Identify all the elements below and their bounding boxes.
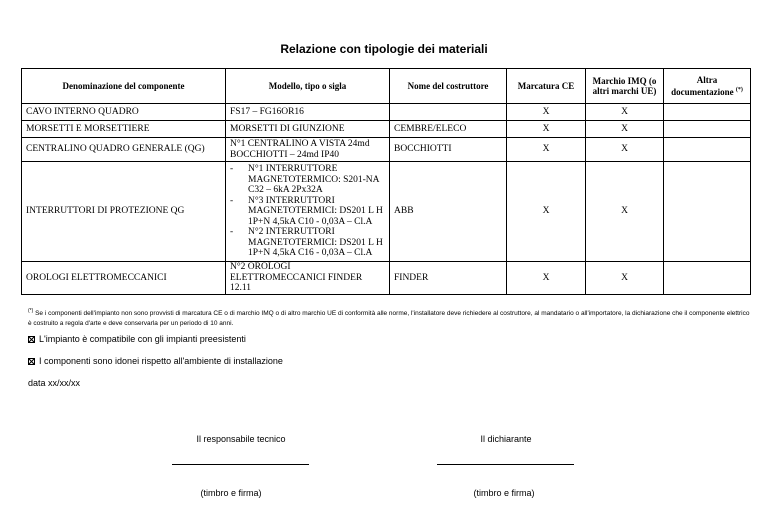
- table-row: [22, 162, 751, 262]
- header-altra: [664, 69, 751, 104]
- materials-table: [21, 68, 751, 295]
- cell-altra: [664, 138, 751, 162]
- cell-costruttore: [390, 104, 507, 121]
- cell-modello: N°1 CENTRALINO A VISTA 24md BOCCHIOTTI – 24md IP40: [226, 138, 390, 162]
- table-row: [22, 138, 751, 162]
- date-field: data xx/xx/xx: [28, 378, 81, 388]
- cell-costruttore: ABB: [390, 162, 507, 262]
- check-label: L'impianto è compatibile con gli impianti preesistenti: [39, 334, 246, 344]
- header-imq: Marchio IMQ (o altri marchi UE): [586, 69, 664, 104]
- left-stamp-label: (timbro e firma): [200, 488, 262, 498]
- cell-modello: [226, 162, 390, 262]
- cell-componente: CENTRALINO QUADRO GENERALE (QG): [22, 138, 226, 162]
- cell-altra: [664, 262, 751, 295]
- footnote: [28, 307, 750, 328]
- cell-altra: [664, 121, 751, 138]
- check-idonei: [28, 356, 283, 366]
- right-stamp-label: (timbro e firma): [473, 488, 535, 498]
- cell-componente: MORSETTI E MORSETTIERE: [22, 121, 226, 138]
- header-costruttore: Nome del costruttore: [390, 69, 507, 104]
- header-altra-label: Altra documentazione: [671, 74, 734, 97]
- table-row: [22, 104, 751, 121]
- right-signature-line: [437, 464, 574, 465]
- cell-costruttore: FINDER: [390, 262, 507, 295]
- header-altra-mark: (*): [735, 87, 743, 93]
- list-item: - N°3 INTERRUTTORI MAGNETOTERMICI: DS201 L H 1P+N 4,5kA C10 - 0,03A – Cl.A: [230, 196, 385, 228]
- cell-ce: X: [507, 104, 586, 121]
- footnote-text: Se i componenti dell'impianto non sono provvisti di marcatura CE o di marchio IMQ o di altro marchio UE di conformità alle norme, l'installatore deve richiedere al costruttore, al mandatario o all'importatore, la dichiarazione che il componente elettrico è costruito a regola d'arte e deve conservarla per un periodo di 10 anni.: [28, 310, 750, 327]
- modello-list: [230, 164, 385, 259]
- left-signature-label: Il responsabile tecnico: [196, 434, 286, 444]
- footnote-mark: (*): [28, 308, 34, 314]
- table-row: [22, 121, 751, 138]
- header-modello: Modello, tipo o sigla: [226, 69, 390, 104]
- cell-altra: [664, 104, 751, 121]
- page-title: Relazione con tipologie dei materiali: [280, 42, 488, 56]
- header-componente: Denominazione del componente: [22, 69, 226, 104]
- checked-box-icon: [28, 336, 35, 343]
- table-header-row: [22, 69, 751, 104]
- cell-imq: X: [586, 138, 664, 162]
- cell-imq: X: [586, 262, 664, 295]
- check-compatibile: [28, 334, 246, 344]
- cell-imq: X: [586, 121, 664, 138]
- check-label: I componenti sono idonei rispetto all'ambiente di installazione: [39, 356, 283, 366]
- cell-ce: X: [507, 162, 586, 262]
- cell-componente: CAVO INTERNO QUADRO: [22, 104, 226, 121]
- header-ce: Marcatura CE: [507, 69, 586, 104]
- cell-costruttore: CEMBRE/ELECO: [390, 121, 507, 138]
- checked-box-icon: [28, 358, 35, 365]
- cell-componente: INTERRUTTORI DI PROTEZIONE QG: [22, 162, 226, 262]
- cell-altra: [664, 162, 751, 262]
- cell-modello: MORSETTI DI GIUNZIONE: [226, 121, 390, 138]
- list-item: - N°1 INTERRUTTORE MAGNETOTERMICO: S201-NA C32 – 6kA 2Px32A: [230, 164, 385, 196]
- cell-modello: N°2 OROLOGI ELETTROMECCANICI FINDER 12.11: [226, 262, 390, 295]
- left-signature-line: [172, 464, 309, 465]
- cell-costruttore: BOCCHIOTTI: [390, 138, 507, 162]
- cell-modello: FS17 – FG16OR16: [226, 104, 390, 121]
- cell-imq: X: [586, 162, 664, 262]
- list-item: - N°2 INTERRUTTORI MAGNETOTERMICI: DS201 L H 1P+N 4,5kA C16 - 0,03A – Cl.A: [230, 227, 385, 259]
- cell-ce: X: [507, 121, 586, 138]
- cell-ce: X: [507, 262, 586, 295]
- cell-componente: OROLOGI ELETTROMECCANICI: [22, 262, 226, 295]
- table-row: [22, 262, 751, 295]
- cell-ce: X: [507, 138, 586, 162]
- cell-imq: X: [586, 104, 664, 121]
- right-signature-label: Il dichiarante: [480, 434, 532, 444]
